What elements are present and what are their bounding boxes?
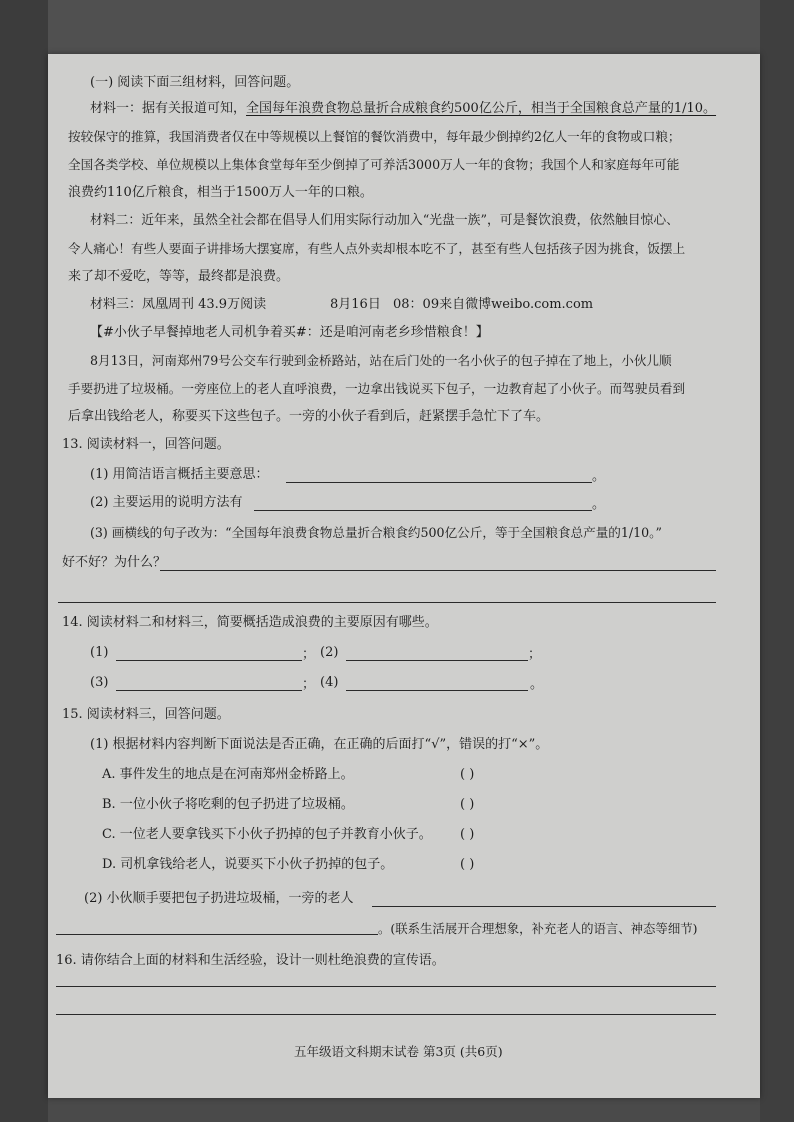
material-1-line-4: 浪费约110亿斤粮食，相当于1500万人一年的口粮。	[68, 185, 373, 200]
answer-line-16-2[interactable]	[56, 1014, 716, 1015]
judgement-blank-c[interactable]: ( )	[460, 827, 475, 842]
material-2-line-2: 令人痛心！有些人要面子讲排场大摆宴席，有些人点外卖却根本吃不了，甚至有些人包括孩子因为挑食，饭摆上	[68, 241, 686, 256]
material-3-line-3: 后拿出钱给老人，称要买下这些包子。一旁的小伙子看到后，赶紧摆手急忙下了车。	[68, 409, 550, 424]
question-13-part-1: (1) 用简洁语言概括主要意思：	[90, 467, 269, 482]
material-3-headline: 【#小伙子早餐掉地老人司机争着买#：还是咱河南老乡珍惜粮食！】	[90, 325, 489, 340]
judgement-blank-d[interactable]: ( )	[460, 857, 475, 872]
semicolon: ；	[302, 677, 316, 692]
question-13-part-3: (3) 画横线的句子改为：“全国每年浪费食物总量折合粮食约500亿公斤，等于全国粮食总产量的1/10。”	[90, 525, 662, 540]
material-1-line-1	[90, 100, 716, 118]
section-title: (一) 阅读下面三组材料，回答问题。	[90, 75, 300, 90]
answer-line-15-2a[interactable]	[372, 906, 716, 907]
question-15-part-2-note: 。(联系生活展开合理想象，补充老人的语言、神态等细节)	[378, 921, 698, 936]
blank-label-2: (2)	[320, 645, 339, 660]
material-1-line-3: 全国各类学校、单位规模以上集体食堂每年至少倒掉了可养活3000万人一年的食物；我国个人和家庭每年可能	[68, 157, 680, 172]
question-13-stem: 13. 阅读材料一，回答问题。	[62, 437, 230, 452]
page-footer: 五年级语文科期末试卷 第3页 (共6页)	[294, 1044, 503, 1059]
background-top	[0, 0, 794, 54]
answer-line-16-1[interactable]	[56, 986, 716, 987]
material-3-source: 材料三：凤凰周刊 43.9万阅读	[90, 297, 267, 312]
exam-paper	[48, 54, 760, 1098]
answer-line-14-4[interactable]	[346, 690, 528, 691]
question-15-part-2: (2) 小伙顺手要把包子扔进垃圾桶，一旁的老人	[84, 891, 354, 906]
material-2-line-1: 材料二：近年来，虽然全社会都在倡导人们用实际行动加入“光盘一族”，可是餐饮浪费，依然触目惊心、	[90, 213, 679, 228]
material-1-underlined-sentence: 全国每年浪费食物总量折合成粮食约500亿公斤，相当于全国粮食总产量的1/10。	[246, 101, 717, 116]
question-13-part-3-question: 好不好？为什么？	[62, 555, 167, 570]
judgement-item-a: A. 事件发生的地点是在河南郑州金桥路上。	[102, 767, 354, 782]
question-14-stem: 14. 阅读材料二和材料三，简要概括造成浪费的主要原因有哪些。	[62, 615, 438, 630]
answer-line-14-1[interactable]	[116, 660, 302, 661]
material-1-line-2: 按较保守的推算，我国消费者仅在中等规模以上餐馆的餐饮消费中，每年最少倒掉约2亿人一年的食物或口粮；	[68, 129, 681, 144]
period: 。	[592, 469, 606, 484]
semicolon: ；	[302, 647, 316, 662]
judgement-item-c: C. 一位老人要拿钱买下小伙子扔掉的包子并教育小伙子。	[102, 827, 432, 842]
judgement-blank-b[interactable]: ( )	[460, 797, 475, 812]
blank-label-4: (4)	[320, 675, 339, 690]
material-3-line-2: 手要扔进了垃圾桶。一旁座位上的老人直呼浪费，一边拿出钱说买下包子，一边教育起了小伙子。而驾驶员看到	[68, 381, 686, 396]
material-1-intro: 材料一：据有关报道可知，	[90, 101, 247, 116]
question-13-part-2: (2) 主要运用的说明方法有	[90, 495, 243, 510]
answer-line-13-2[interactable]	[254, 510, 592, 511]
material-3-line-1: 8月13日，河南郑州79号公交车行驶到金桥路站，站在后门处的一名小伙子的包子掉在了地上，小伙儿顺	[90, 353, 672, 368]
answer-line-13-1[interactable]	[286, 482, 592, 483]
period: 。	[530, 677, 544, 692]
answer-line-13-3a[interactable]	[160, 570, 716, 571]
period: 。	[592, 497, 606, 512]
blank-label-3: (3)	[90, 675, 109, 690]
judgement-blank-a[interactable]: ( )	[460, 767, 475, 782]
background-left	[0, 0, 48, 1122]
material-3-date: 8月16日	[330, 297, 381, 312]
answer-line-14-2[interactable]	[346, 660, 528, 661]
question-16-stem: 16. 请你结合上面的材料和生活经验，设计一则杜绝浪费的宣传语。	[56, 953, 445, 968]
judgement-item-d: D. 司机拿钱给老人，说要买下小伙子扔掉的包子。	[102, 857, 394, 872]
answer-line-15-2b[interactable]	[56, 934, 378, 935]
judgement-item-b: B. 一位小伙子将吃剩的包子扔进了垃圾桶。	[102, 797, 354, 812]
question-15-stem: 15. 阅读材料三，回答问题。	[62, 707, 230, 722]
material-2-line-3: 来了却不爱吃，等等，最终都是浪费。	[68, 269, 290, 284]
material-3-time: 08：09来自微博weibo.com.com	[393, 297, 594, 312]
answer-line-13-3b[interactable]	[58, 602, 716, 603]
blank-label-1: (1)	[90, 645, 109, 660]
background-right	[760, 0, 794, 1122]
question-15-part-1: (1) 根据材料内容判断下面说法是否正确，在正确的后面打“√”，错误的打“×”。	[90, 737, 549, 752]
semicolon: ；	[528, 647, 542, 662]
answer-line-14-3[interactable]	[116, 690, 302, 691]
